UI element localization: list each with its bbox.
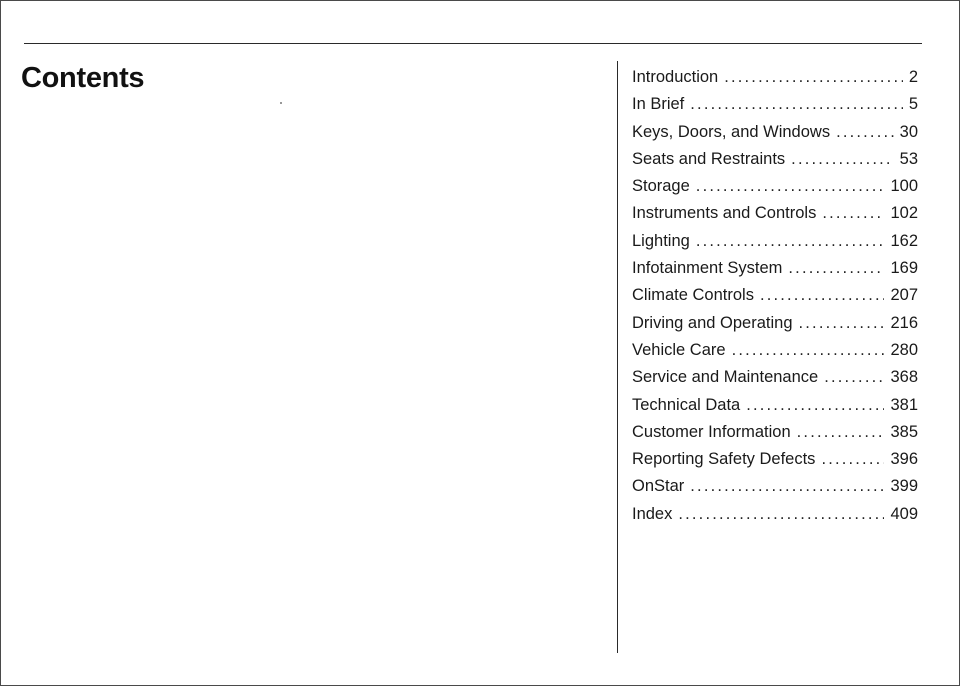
toc-entry-page: 368 <box>890 368 918 387</box>
toc-entry-onstar[interactable] <box>632 473 918 500</box>
toc-entry-page: 396 <box>890 450 918 469</box>
toc-entry-page: 169 <box>890 259 918 278</box>
column-divider <box>617 61 618 653</box>
toc-entry-page: 280 <box>890 340 918 359</box>
toc-entry-title: Climate Controls <box>632 286 754 305</box>
dot-leader <box>824 364 884 391</box>
toc-entry-service-maintenance[interactable] <box>632 364 918 391</box>
dot-leader <box>696 173 885 200</box>
toc-entry-infotainment[interactable] <box>632 255 918 282</box>
dot-leader <box>821 446 884 473</box>
toc-entry-index[interactable] <box>632 501 918 528</box>
toc-entry-instruments-controls[interactable] <box>632 200 918 227</box>
toc-entry-page: 385 <box>890 422 918 441</box>
toc-entry-page: 399 <box>890 477 918 496</box>
toc-entry-storage[interactable] <box>632 173 918 200</box>
toc-entry-title: In Brief <box>632 95 685 114</box>
dot-leader <box>836 119 894 146</box>
table-of-contents <box>632 64 918 528</box>
page-title: Contents <box>21 62 145 94</box>
toc-entry-title: Infotainment System <box>632 259 783 278</box>
toc-entry-title: Service and Maintenance <box>632 368 819 387</box>
dot-leader <box>822 200 884 227</box>
dot-leader <box>799 310 885 337</box>
toc-entry-in-brief[interactable] <box>632 91 918 118</box>
scan-speck <box>280 102 282 104</box>
toc-entry-title: Introduction <box>632 68 719 86</box>
toc-entry-title: Driving and Operating <box>632 313 793 332</box>
dot-leader <box>724 64 903 91</box>
toc-entry-vehicle-care[interactable] <box>632 337 918 364</box>
dot-leader <box>732 337 885 364</box>
toc-entry-title: Customer Information <box>632 422 791 441</box>
dot-leader <box>788 255 884 282</box>
header-rule <box>24 43 922 44</box>
dot-leader <box>791 146 893 173</box>
toc-entry-title: OnStar <box>632 477 685 496</box>
toc-entry-seats-restraints[interactable] <box>632 146 918 173</box>
toc-entry-keys-doors-windows[interactable] <box>632 119 918 146</box>
toc-entry-page: 381 <box>890 395 918 414</box>
toc-entry-title: Reporting Safety Defects <box>632 450 816 469</box>
dot-leader <box>690 91 903 118</box>
dot-leader <box>760 282 885 309</box>
toc-entry-page: 100 <box>890 177 918 196</box>
toc-entry-page: 207 <box>890 286 918 305</box>
toc-entry-title: Keys, Doors, and Windows <box>632 122 831 141</box>
toc-entry-title: Storage <box>632 177 690 196</box>
toc-entry-driving-operating[interactable] <box>632 310 918 337</box>
dot-leader <box>696 228 885 255</box>
toc-entry-climate-controls[interactable] <box>632 282 918 309</box>
toc-entry-title: Seats and Restraints <box>632 149 786 168</box>
toc-entry-reporting-safety-defects[interactable] <box>632 446 918 473</box>
toc-entry-title: Index <box>632 504 673 523</box>
toc-entry-page: 5 <box>908 95 918 114</box>
toc-entry-title: Vehicle Care <box>632 340 726 359</box>
dot-leader <box>690 473 884 500</box>
dot-leader <box>678 501 884 528</box>
toc-entry-page: 216 <box>890 313 918 332</box>
toc-entry-title: Technical Data <box>632 395 741 414</box>
toc-entry-page: 53 <box>899 149 918 168</box>
toc-entry-page: 409 <box>890 504 918 523</box>
toc-entry-customer-information[interactable] <box>632 419 918 446</box>
toc-entry-introduction[interactable] <box>632 64 918 91</box>
toc-entry-page: 162 <box>890 231 918 250</box>
toc-entry-technical-data[interactable] <box>632 392 918 419</box>
dot-leader <box>746 392 884 419</box>
toc-entry-title: Instruments and Controls <box>632 204 817 223</box>
toc-entry-page: 2 <box>908 68 918 86</box>
toc-entry-lighting[interactable] <box>632 228 918 255</box>
toc-entry-title: Lighting <box>632 231 690 250</box>
toc-entry-page: 102 <box>890 204 918 223</box>
dot-leader <box>797 419 885 446</box>
toc-entry-page: 30 <box>899 122 918 141</box>
